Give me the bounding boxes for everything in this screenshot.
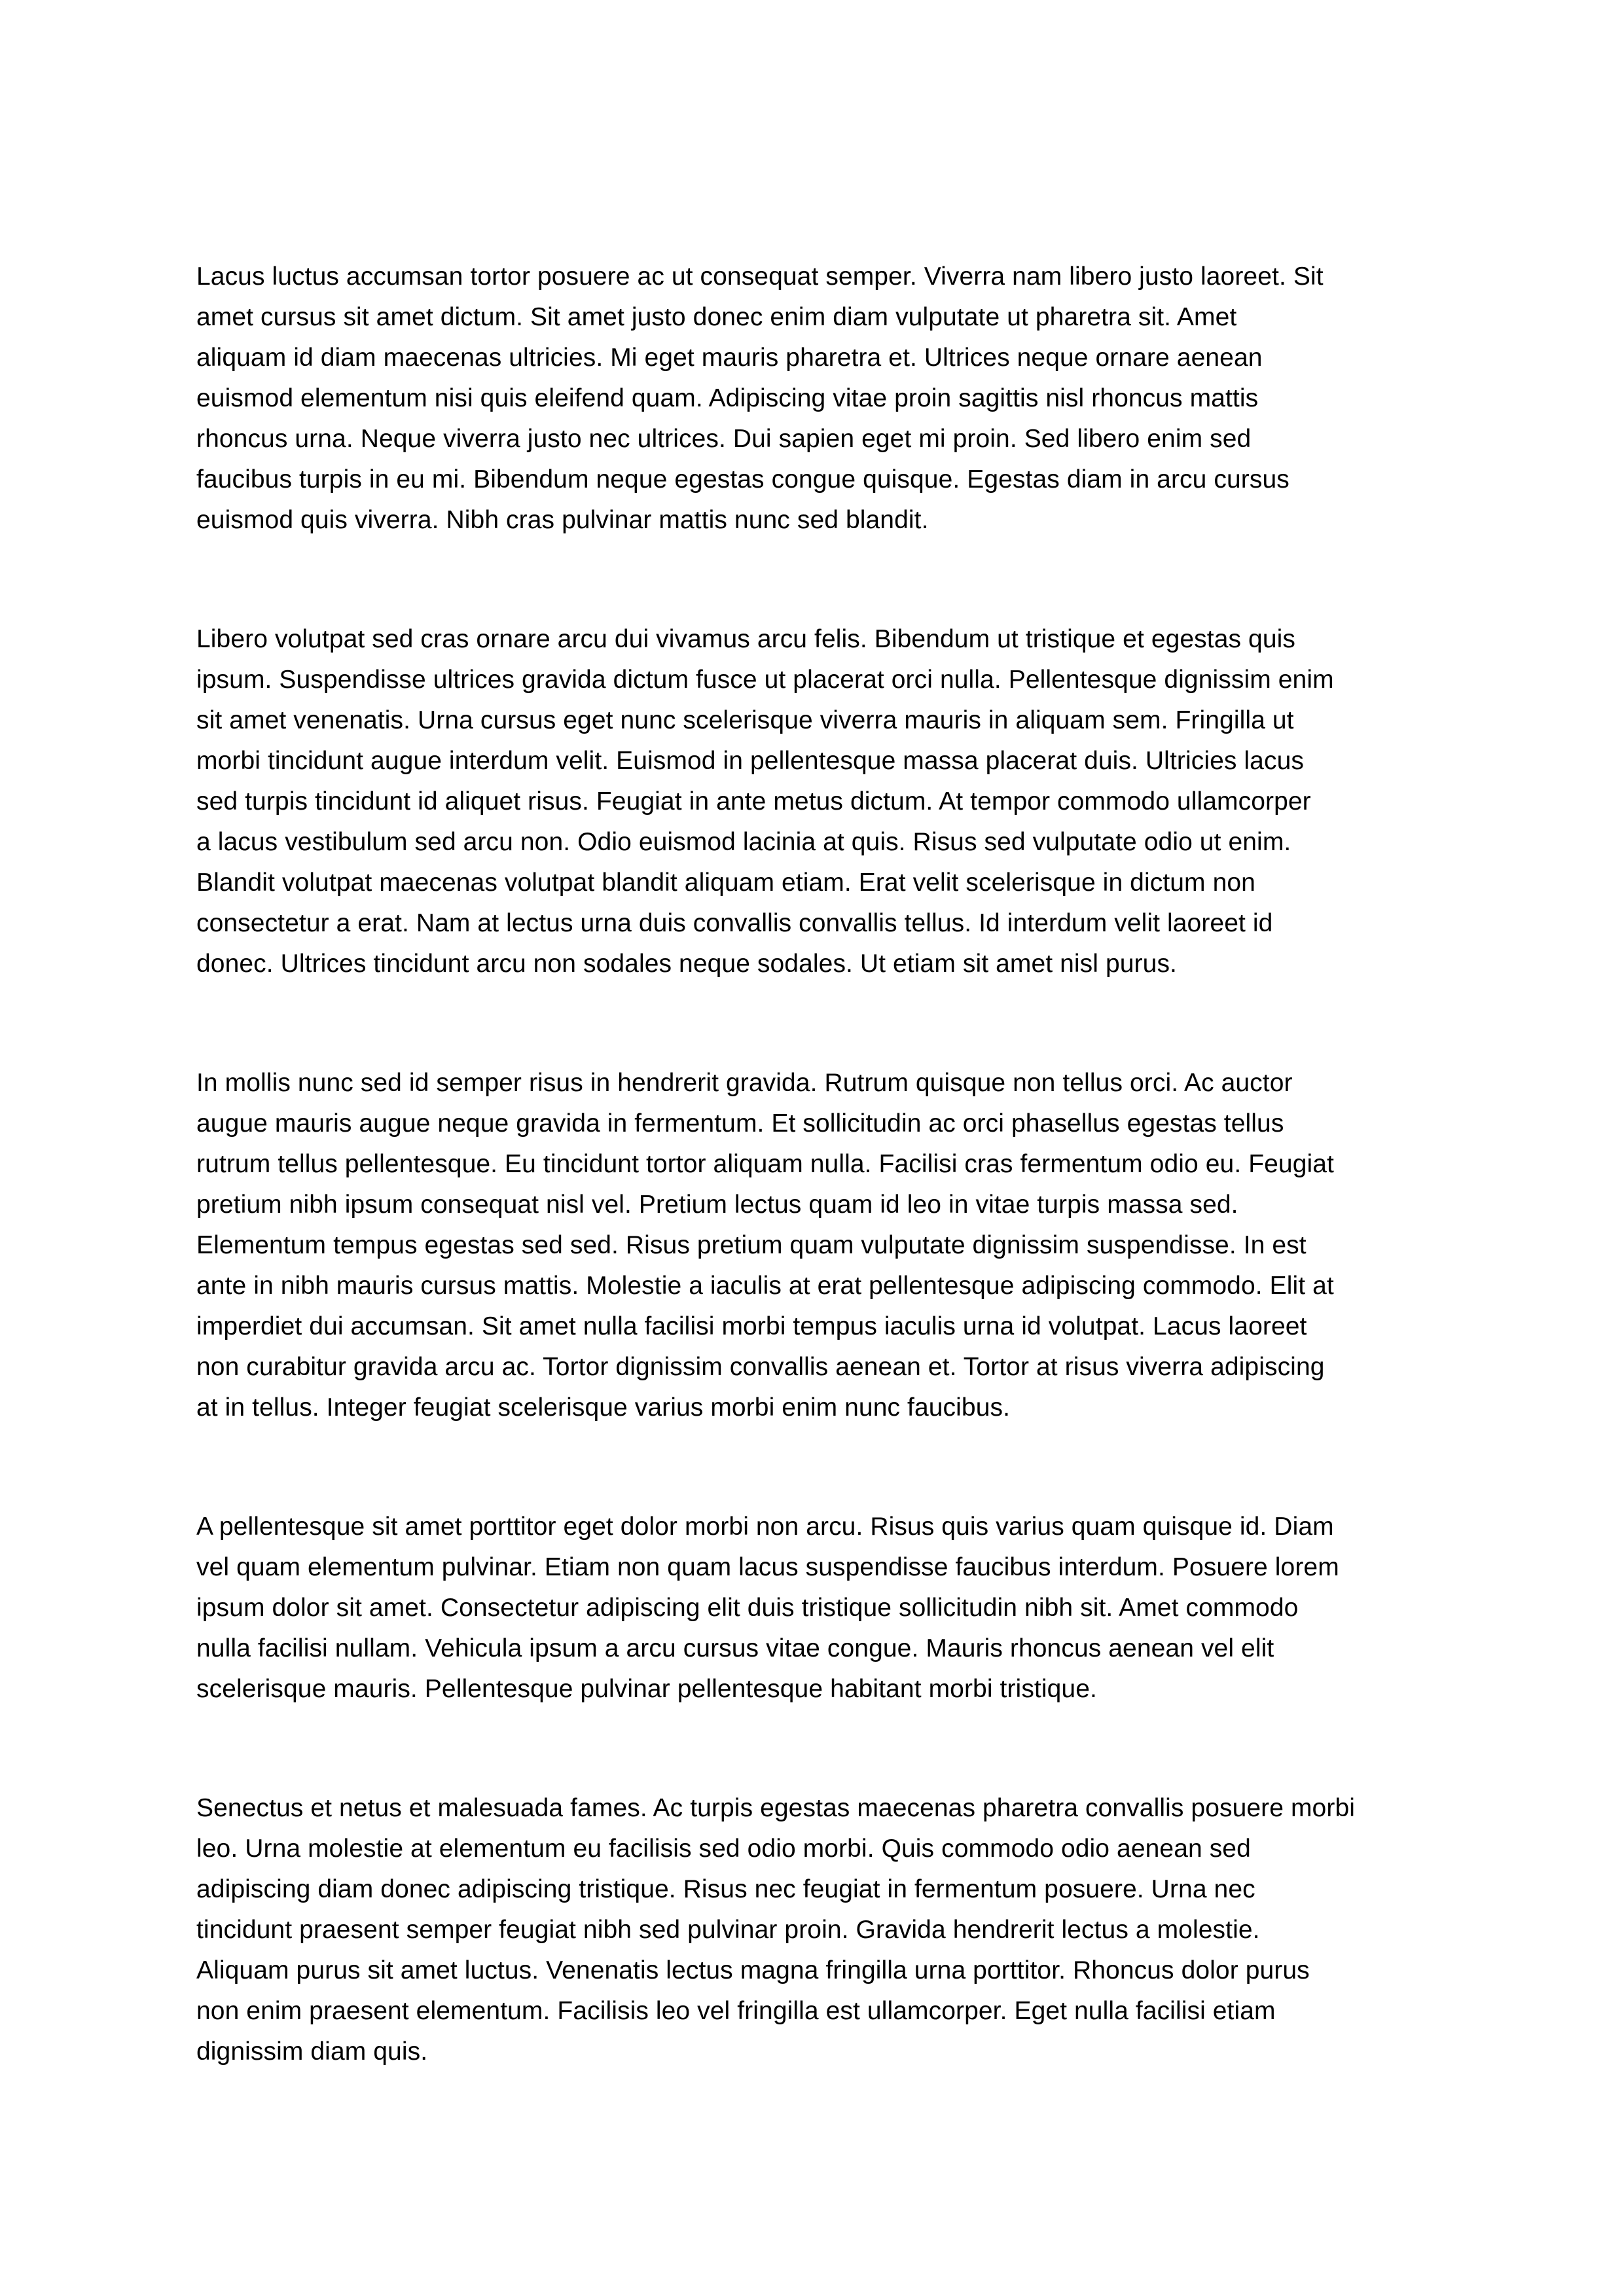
paragraph-2 [196, 619, 1441, 984]
text-line: aliquam id diam maecenas ultricies. Mi eget mauris pharetra et. Ultrices neque ornare aenean [196, 344, 1263, 372]
text-line: tincidunt praesent semper feugiat nibh sed pulvinar proin. Gravida hendrerit lectus a molestie. [196, 1916, 1260, 1944]
text-line: at in tellus. Integer feugiat scelerisque varius morbi enim nunc faucibus. [196, 1393, 1011, 1422]
text-line: scelerisque mauris. Pellentesque pulvinar pellentesque habitant morbi tristique. [196, 1675, 1097, 1703]
text-line: consectetur a erat. Nam at lectus urna duis convallis convallis tellus. Id interdum velit laoreet id [196, 909, 1273, 937]
text-line: euismod elementum nisi quis eleifend quam. Adipiscing vitae proin sagittis nisl rhoncus mattis [196, 384, 1259, 412]
text-line: morbi tincidunt augue interdum velit. Euismod in pellentesque massa placerat duis. Ultricies lacus [196, 747, 1304, 775]
text-line: rhoncus urna. Neque viverra justo nec ultrices. Dui sapien eget mi proin. Sed libero enim sed [196, 425, 1252, 453]
text-line: dignissim diam quis. [196, 2037, 428, 2066]
text-line: Blandit volutpat maecenas volutpat blandit aliquam etiam. Erat velit scelerisque in dictum non [196, 869, 1255, 897]
text-line: Libero volutpat sed cras ornare arcu dui vivamus arcu felis. Bibendum ut tristique et egestas quis [196, 625, 1295, 653]
text-line: In mollis nunc sed id semper risus in hendrerit gravida. Rutrum quisque non tellus orci. Ac auctor [196, 1069, 1293, 1097]
text-line: imperdiet dui accumsan. Sit amet nulla facilisi morbi tempus iaculis urna id volutpat. Lacus laoreet [196, 1312, 1307, 1340]
text-line: A pellentesque sit amet porttitor eget dolor morbi non arcu. Risus quis varius quam quisque id. Diam [196, 1513, 1334, 1541]
text-line: Senectus et netus et malesuada fames. Ac turpis egestas maecenas pharetra convallis posuere morbi [196, 1794, 1355, 1822]
text-line: ipsum. Suspendisse ultrices gravida dictum fusce ut placerat orci nulla. Pellentesque dignissim enim [196, 666, 1334, 694]
text-line: ante in nibh mauris cursus mattis. Molestie a iaculis at erat pellentesque adipiscing commodo. Elit at [196, 1272, 1334, 1300]
text-line: adipiscing diam donec adipiscing tristique. Risus nec feugiat in fermentum posuere. Urna nec [196, 1875, 1255, 1903]
text-line: rutrum tellus pellentesque. Eu tincidunt tortor aliquam nulla. Facilisi cras fermentum odio eu. Feugiat [196, 1150, 1334, 1178]
text-line: non curabitur gravida arcu ac. Tortor dignissim convallis aenean et. Tortor at risus viverra adipiscing [196, 1353, 1325, 1381]
text-line: donec. Ultrices tincidunt arcu non sodales neque sodales. Ut etiam sit amet nisl purus. [196, 950, 1177, 978]
text-line: sit amet venenatis. Urna cursus eget nunc scelerisque viverra mauris in aliquam sem. Fringilla ut [196, 706, 1294, 734]
paragraph-3 [196, 1063, 1441, 1428]
paragraph-4 [196, 1507, 1441, 1710]
text-line: augue mauris augue neque gravida in fermentum. Et sollicitudin ac orci phasellus egestas tellus [196, 1109, 1284, 1138]
text-line: vel quam elementum pulvinar. Etiam non quam lacus suspendisse faucibus interdum. Posuere lorem [196, 1553, 1339, 1581]
text-line: sed turpis tincidunt id aliquet risus. Feugiat in ante metus dictum. At tempor commodo ullamcorper [196, 787, 1311, 816]
text-line: Elementum tempus egestas sed sed. Risus pretium quam vulputate dignissim suspendisse. In est [196, 1231, 1307, 1259]
text-line: Aliquam purus sit amet luctus. Venenatis lectus magna fringilla urna porttitor. Rhoncus dolor purus [196, 1956, 1310, 1984]
paragraph-5 [196, 1788, 1441, 2072]
text-line: non enim praesent elementum. Facilisis leo vel fringilla est ullamcorper. Eget nulla facilisi etiam [196, 1997, 1276, 2025]
text-line: euismod quis viverra. Nibh cras pulvinar mattis nunc sed blandit. [196, 506, 929, 534]
paragraph-1 [196, 257, 1441, 541]
text-line: ipsum dolor sit amet. Consectetur adipiscing elit duis tristique sollicitudin nibh sit. Amet commodo [196, 1594, 1299, 1622]
text-line: Lacus luctus accumsan tortor posuere ac ut consequat semper. Viverra nam libero justo laoreet. Sit [196, 262, 1324, 291]
text-line: amet cursus sit amet dictum. Sit amet justo donec enim diam vulputate ut pharetra sit. Amet [196, 303, 1237, 331]
text-line: a lacus vestibulum sed arcu non. Odio euismod lacinia at quis. Risus sed vulputate odio ut enim. [196, 828, 1291, 856]
text-line: faucibus turpis in eu mi. Bibendum neque egestas congue quisque. Egestas diam in arcu cursus [196, 465, 1290, 493]
text-line: nulla facilisi nullam. Vehicula ipsum a arcu cursus vitae congue. Mauris rhoncus aenean vel elit [196, 1634, 1274, 1662]
text-line: pretium nibh ipsum consequat nisl vel. Pretium lectus quam id leo in vitae turpis massa sed. [196, 1191, 1238, 1219]
text-line: leo. Urna molestie at elementum eu facilisis sed odio morbi. Quis commodo odio aenean sed [196, 1835, 1251, 1863]
